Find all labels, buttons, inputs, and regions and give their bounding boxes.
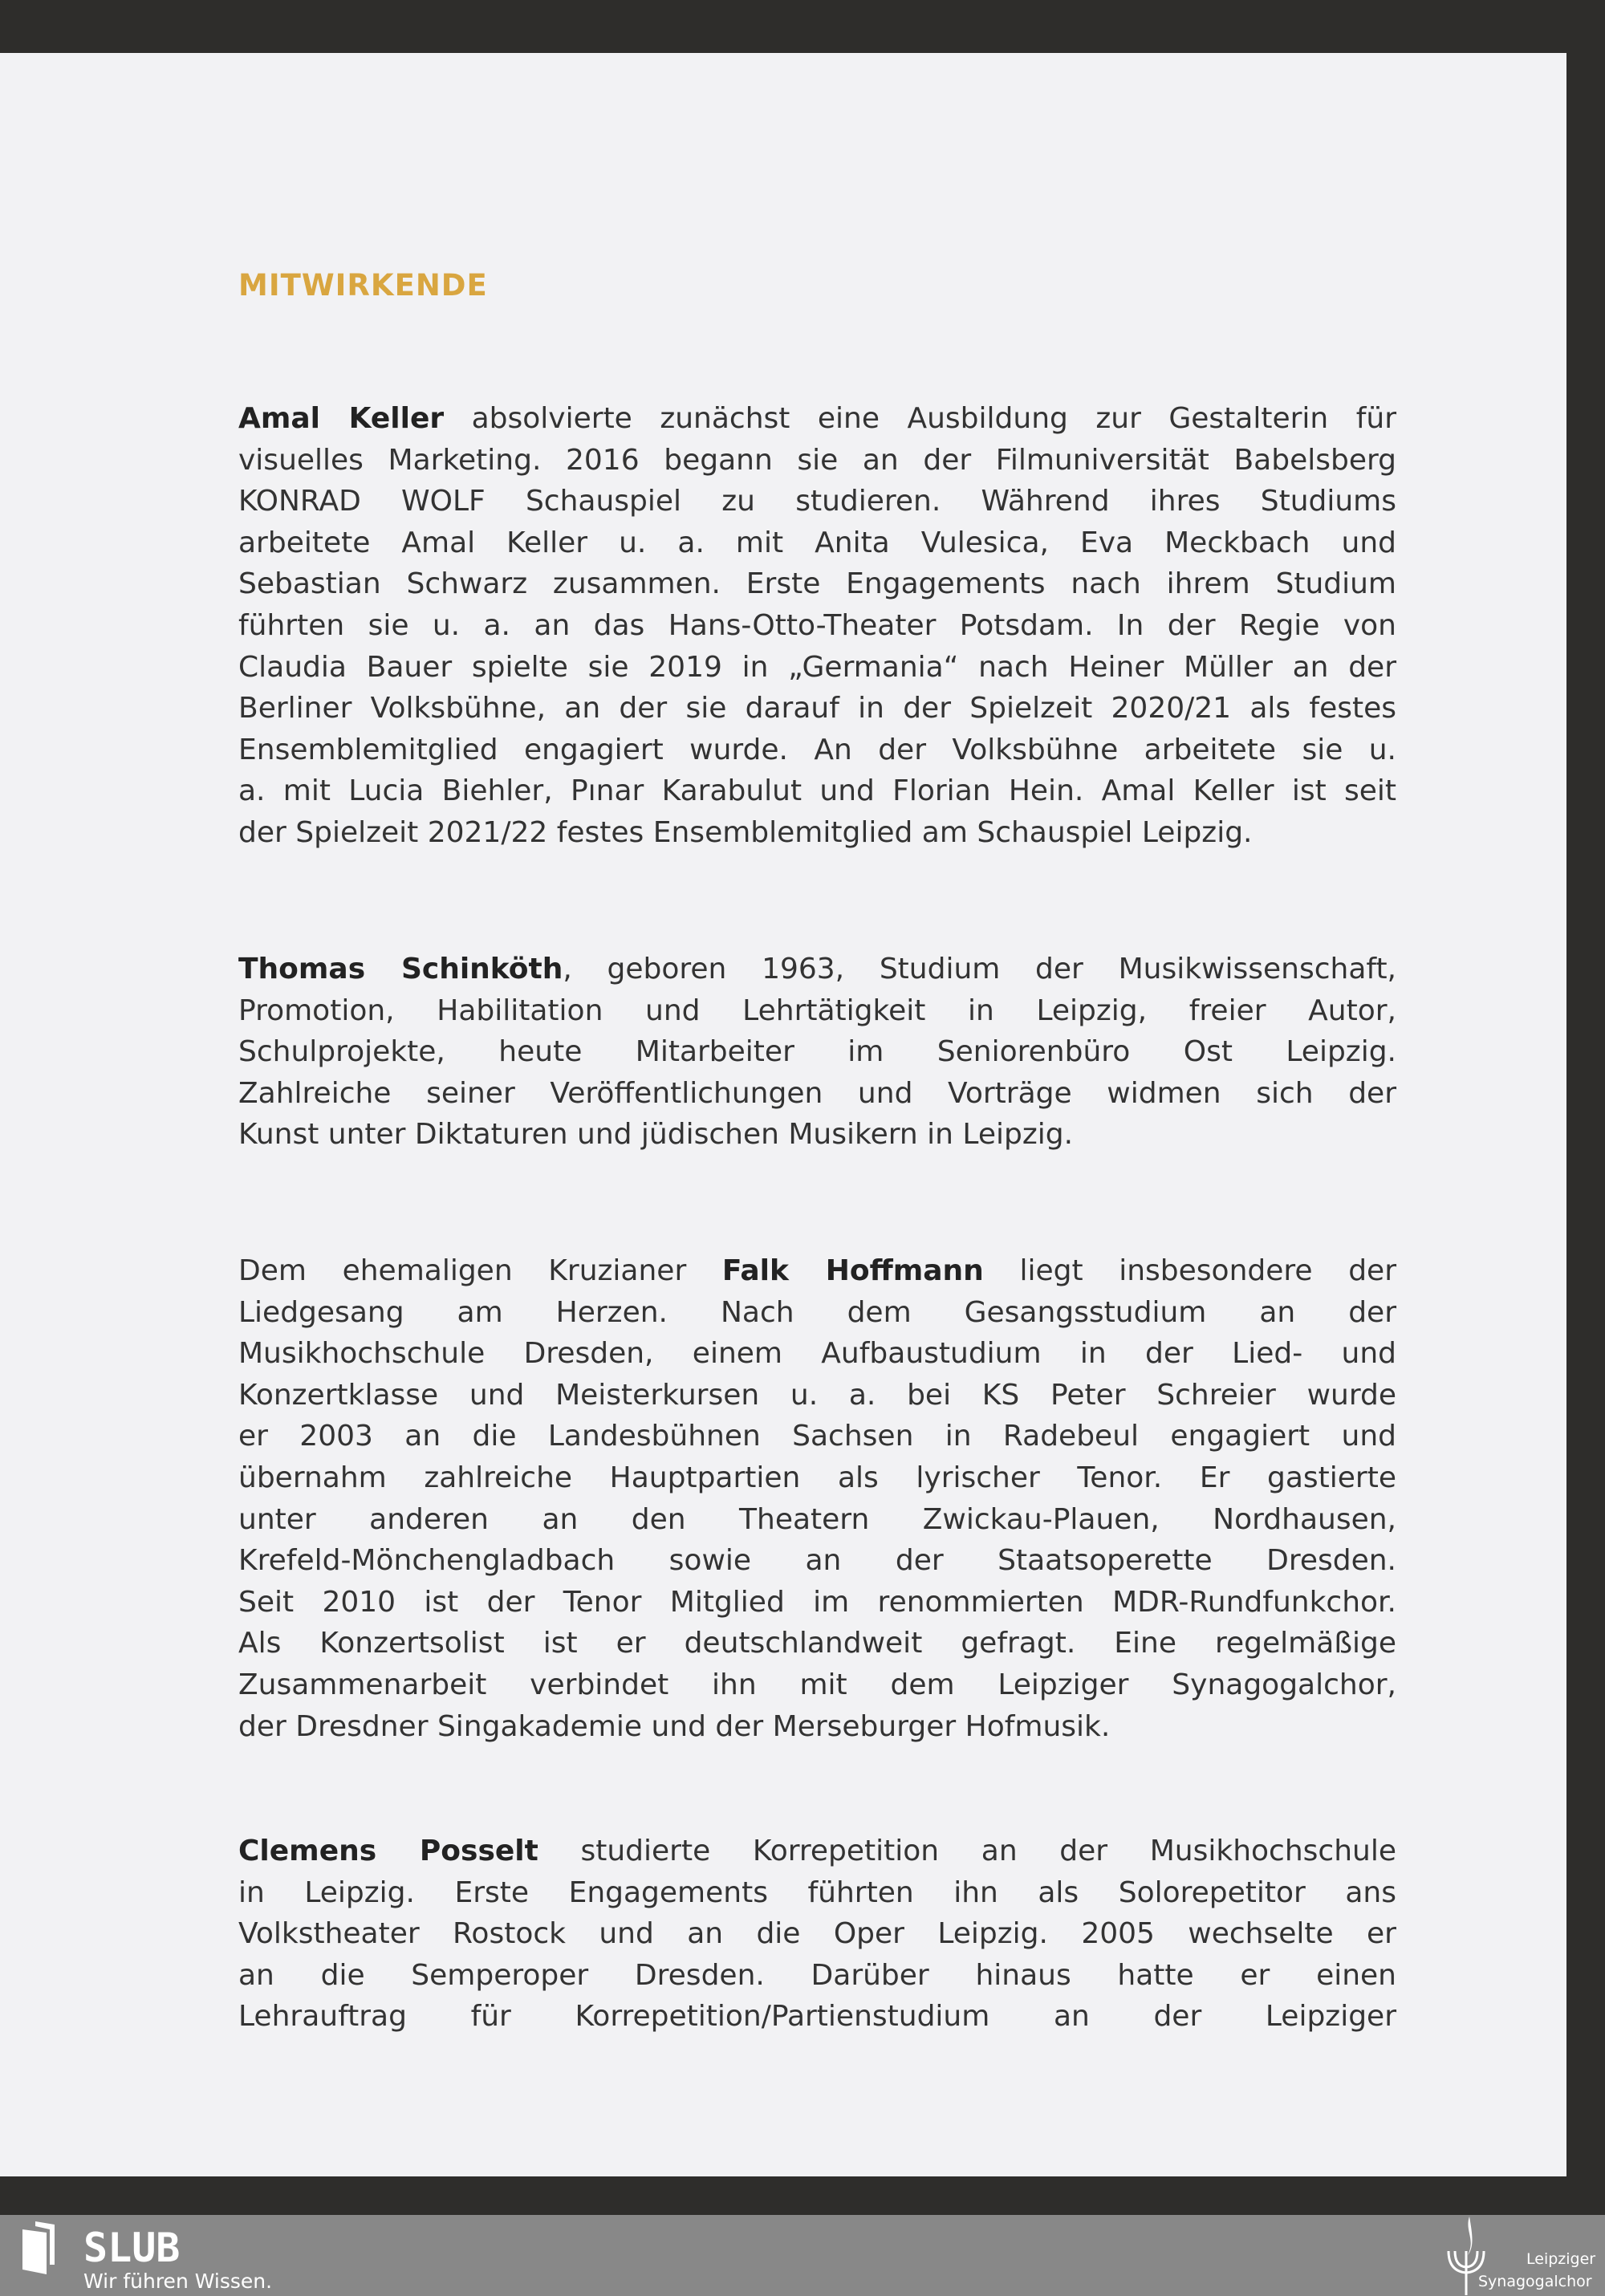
text-line [238, 812, 1396, 854]
text-line [238, 522, 1396, 564]
text-segment: Krefeld-Mönchengladbach sowie an der Staatsoperette Dresden. [238, 1544, 1396, 1578]
person-name: Amal Keller [238, 402, 445, 435]
text-segment: der Dresdner Singakademie und der Merseburger Hofmusik. [238, 1709, 1111, 1743]
person-name: Clemens Posselt [238, 1835, 538, 1867]
text-segment: unter anderen an den Theatern Zwickau-Plauen, Nordhausen, [238, 1502, 1396, 1536]
text-segment: Lehrauftrag für Korrepetition/Partienstudium an der Leipziger [238, 2000, 1396, 2034]
text-segment: absolvierte zunächst eine Ausbildung zur Gestalterin für [444, 402, 1396, 435]
text-line [238, 1872, 1396, 1914]
text-segment: Als Konzertsolist ist er deutschlandweit gefragt. Eine regelmäßige [238, 1627, 1396, 1660]
text-line [238, 1114, 1396, 1156]
text-segment: Claudia Bauer spielte sie 2019 in „Germania“ nach Heiner Müller an der [238, 650, 1396, 684]
text-segment: Seit 2010 ist der Tenor Mitglied im renommierten MDR-Rundfunkchor. [238, 1585, 1396, 1619]
text-segment: er 2003 an die Landesbühnen Sachsen in Radebeul engagiert und [238, 1420, 1396, 1453]
bio-amal-keller [238, 398, 1396, 854]
text-segment: Liedgesang am Herzen. Nach dem Gesangsstudium an der [238, 1295, 1396, 1329]
text-segment: liegt insbesondere der [983, 1254, 1396, 1287]
text-segment: in Leipzig. Erste Engagements führten ihn als Solorepetitor ans [238, 1875, 1396, 1909]
text-segment: , geboren 1963, Studium der Musikwissenschaft, [563, 953, 1396, 985]
text-segment: Schulprojekte, heute Mitarbeiter im Seniorenbüro Ost Leipzig. [238, 1035, 1396, 1069]
text-line [238, 949, 1396, 990]
text-line [238, 440, 1396, 482]
bio-clemens-posselt [238, 1831, 1396, 2038]
text-segment: an die Semperoper Dresden. Darüber hinaus hatte er einen [238, 1958, 1396, 1992]
text-segment: der Spielzeit 2021/22 festes Ensemblemitglied am Schauspiel Leipzig. [238, 815, 1253, 849]
text-line [238, 770, 1396, 812]
text-segment: a. mit Lucia Biehler, Pınar Karabulut und Florian Hein. Amal Keller ist seit [238, 774, 1396, 808]
text-line [238, 1706, 1396, 1748]
bio-falk-hoffmann [238, 1250, 1396, 1747]
text-segment: führten sie u. a. an das Hans-Otto-Theater Potsdam. In der Regie von [238, 608, 1396, 642]
text-line [238, 1664, 1396, 1706]
text-line [238, 1623, 1396, 1664]
text-line [238, 1955, 1396, 1997]
text-line [238, 1913, 1396, 1955]
text-segment: visuelles Marketing. 2016 begann sie an der Filmuniversität Babelsberg [238, 443, 1396, 477]
text-line [238, 398, 1396, 440]
text-line [238, 605, 1396, 647]
text-segment: Zahlreiche seiner Veröffentlichungen und Vorträge widmen sich der [238, 1076, 1396, 1110]
text-line [238, 1499, 1396, 1541]
slub-logo-icon [22, 2221, 59, 2274]
text-segment: Dem ehemaligen Kruzianer [238, 1254, 722, 1287]
partner-logo-line1: Leipziger [1526, 2250, 1596, 2268]
text-segment: KONRAD WOLF Schauspiel zu studieren. Während ihres Studiums [238, 485, 1396, 518]
text-line [238, 1031, 1396, 1073]
text-line [238, 688, 1396, 729]
text-line [238, 563, 1396, 605]
viewer-footer [0, 2215, 1605, 2296]
section-heading: MITWIRKENDE [238, 268, 488, 303]
text-line [238, 1292, 1396, 1334]
text-line [238, 1540, 1396, 1582]
person-name: Falk Hoffmann [721, 1254, 984, 1287]
text-segment: übernahm zahlreiche Hauptpartien als lyrischer Tenor. Er gastierte [238, 1461, 1396, 1494]
text-line [238, 1457, 1396, 1499]
text-segment: Kunst unter Diktaturen und jüdischen Musikern in Leipzig. [238, 1118, 1074, 1152]
text-segment: arbeitete Amal Keller u. a. mit Anita Vulesica, Eva Meckbach und [238, 526, 1396, 559]
text-line [238, 990, 1396, 1032]
text-line [238, 1073, 1396, 1115]
text-segment: Zusammenarbeit verbindet ihn mit dem Leipziger Synagogalchor, [238, 1668, 1396, 1701]
text-segment: Volkstheater Rostock und an die Oper Leipzig. 2005 wechselte er [238, 1917, 1396, 1951]
text-line [238, 1416, 1396, 1457]
text-segment: Sebastian Schwarz zusammen. Erste Engagements nach ihrem Studium [238, 567, 1396, 601]
slub-tagline: Wir führen Wissen. [83, 2270, 273, 2293]
text-segment: Promotion, Habilitation und Lehrtätigkeit in Leipzig, freier Autor, [238, 994, 1396, 1027]
text-segment: Musikhochschule Dresden, einem Aufbaustudium in der Lied- und [238, 1337, 1396, 1371]
text-line [238, 481, 1396, 522]
document-page [0, 53, 1566, 2176]
text-line [238, 1375, 1396, 1416]
text-line [238, 729, 1396, 771]
slub-logo-text[interactable]: SLUB [83, 2225, 181, 2271]
text-line [238, 1582, 1396, 1623]
text-segment: Konzertklasse und Meisterkursen u. a. bei KS Peter Schreier wurde [238, 1378, 1396, 1412]
text-line [238, 1996, 1396, 2038]
text-line [238, 1333, 1396, 1375]
text-segment: Berliner Volksbühne, an der sie darauf in der Spielzeit 2020/21 als festes [238, 692, 1396, 725]
bio-thomas-schinkoeth [238, 949, 1396, 1156]
text-line [238, 1831, 1396, 1872]
text-segment: studierte Korrepetition an der Musikhochschule [538, 1835, 1397, 1867]
partner-logo-line2: Synagogalchor [1478, 2273, 1592, 2290]
person-name: Thomas Schinköth [238, 953, 563, 985]
text-line [238, 1250, 1396, 1292]
text-segment: Ensemblemitglied engagiert wurde. An der Volksbühne arbeitete sie u. [238, 733, 1396, 766]
text-line [238, 647, 1396, 689]
